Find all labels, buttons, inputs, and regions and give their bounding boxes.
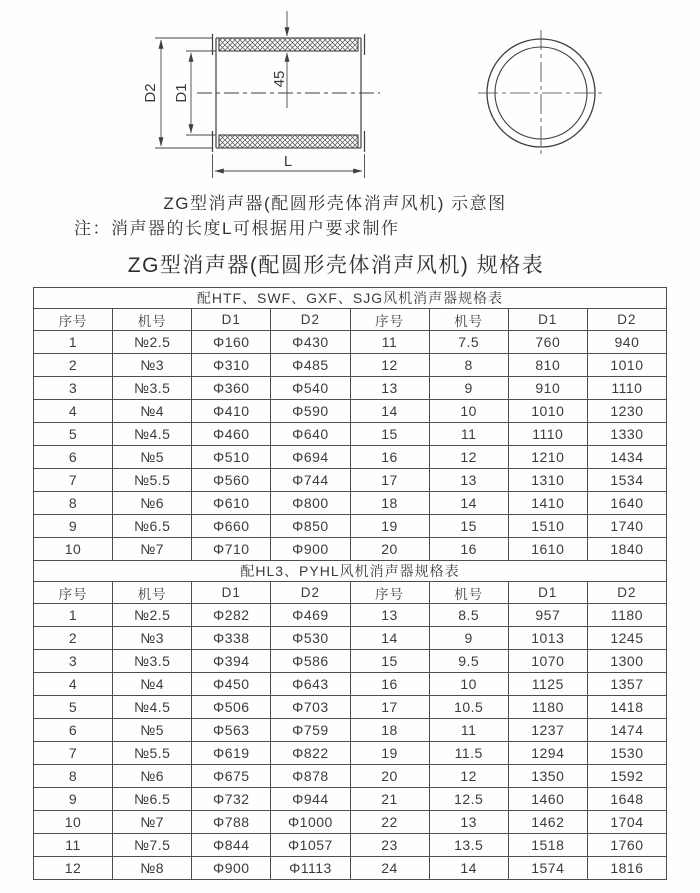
table-cell: №3: [113, 354, 192, 377]
spec-table: [33, 287, 667, 880]
table-cell: 20: [350, 538, 429, 561]
table-cell: 1010: [587, 354, 666, 377]
table-cell: 1110: [587, 377, 666, 400]
table-cell: 9: [34, 515, 113, 538]
table-cell: 1110: [508, 423, 587, 446]
table-row: [34, 604, 667, 627]
column-header: 机号: [113, 309, 192, 331]
table-cell: 1592: [587, 765, 666, 788]
table-row: [34, 811, 667, 834]
table-cell: 14: [429, 857, 508, 880]
table-cell: 7: [34, 469, 113, 492]
table-cell: Φ338: [192, 627, 271, 650]
table-cell: 5: [34, 423, 113, 446]
dim-label-d2: D2: [142, 83, 159, 103]
side-view: [197, 34, 380, 152]
table-cell: Φ878: [271, 765, 350, 788]
table-cell: 12: [350, 354, 429, 377]
table-cell: 1840: [587, 538, 666, 561]
table-cell: Φ590: [271, 400, 350, 423]
table-cell: 13: [350, 604, 429, 627]
table-cell: Φ660: [192, 515, 271, 538]
table-cell: 14: [350, 400, 429, 423]
column-header: D1: [508, 582, 587, 604]
table-cell: 1237: [508, 719, 587, 742]
table-cell: 24: [350, 857, 429, 880]
table-cell: 1350: [508, 765, 587, 788]
table-cell: Φ900: [271, 538, 350, 561]
table-cell: 1434: [587, 446, 666, 469]
table-cell: №6.5: [113, 515, 192, 538]
table-cell: Φ759: [271, 719, 350, 742]
table-cell: 910: [508, 377, 587, 400]
table-cell: 17: [350, 696, 429, 719]
table-cell: 940: [587, 331, 666, 354]
column-header: 机号: [113, 582, 192, 604]
column-header: D2: [271, 582, 350, 604]
table-cell: 1210: [508, 446, 587, 469]
table-row: [34, 650, 667, 673]
table-cell: 16: [429, 538, 508, 561]
table-cell: 1816: [587, 857, 666, 880]
table-cell: Φ640: [271, 423, 350, 446]
table-row: [34, 469, 667, 492]
table-cell: 20: [350, 765, 429, 788]
table-cell: 7.5: [429, 331, 508, 354]
table-cell: 1460: [508, 788, 587, 811]
table-cell: 13: [350, 377, 429, 400]
table-cell: Φ822: [271, 742, 350, 765]
table-cell: №5.5: [113, 742, 192, 765]
table-row: [34, 377, 667, 400]
table-cell: 8: [34, 765, 113, 788]
column-header-row: [34, 309, 667, 331]
table-cell: 12: [429, 765, 508, 788]
table-cell: 12.5: [429, 788, 508, 811]
column-header: D2: [587, 309, 666, 331]
table-cell: №6: [113, 765, 192, 788]
table-cell: 13: [429, 469, 508, 492]
table-cell: 10: [429, 673, 508, 696]
table-row: [34, 834, 667, 857]
table-cell: Φ800: [271, 492, 350, 515]
table-row: [34, 423, 667, 446]
table-cell: Φ732: [192, 788, 271, 811]
column-header: 序号: [350, 309, 429, 331]
table-cell: Φ703: [271, 696, 350, 719]
table-cell: 1330: [587, 423, 666, 446]
table-cell: 9: [429, 377, 508, 400]
table-cell: 11.5: [429, 742, 508, 765]
table-cell: 4: [34, 400, 113, 423]
table-cell: №7: [113, 538, 192, 561]
note-text: 注：消声器的长度L可根据用户要求制作: [74, 219, 400, 238]
table-cell: №3: [113, 627, 192, 650]
table-cell: 9: [429, 627, 508, 650]
table-cell: Φ675: [192, 765, 271, 788]
table-cell: №3.5: [113, 377, 192, 400]
table-cell: Φ310: [192, 354, 271, 377]
table-cell: 11: [429, 423, 508, 446]
table-cell: Φ540: [271, 377, 350, 400]
column-header: D2: [271, 309, 350, 331]
table-row: [34, 331, 667, 354]
column-header-row: [34, 582, 667, 604]
table-cell: 10: [34, 538, 113, 561]
table-cell: 11: [34, 834, 113, 857]
table-cell: Φ560: [192, 469, 271, 492]
table-cell: 6: [34, 446, 113, 469]
table-cell: 11: [429, 719, 508, 742]
table-cell: 3: [34, 377, 113, 400]
table-cell: 1: [34, 331, 113, 354]
table-cell: Φ510: [192, 446, 271, 469]
table-cell: 14: [350, 627, 429, 650]
table-row: [34, 857, 667, 880]
table-cell: №6: [113, 492, 192, 515]
table-cell: 19: [350, 515, 429, 538]
table-cell: 23: [350, 834, 429, 857]
table-cell: №2.5: [113, 331, 192, 354]
table-cell: Φ460: [192, 423, 271, 446]
table-cell: Φ844: [192, 834, 271, 857]
table-cell: №6.5: [113, 788, 192, 811]
table-cell: 10: [34, 811, 113, 834]
section-title: 配HL3、PYHL风机消声器规格表: [34, 561, 667, 582]
table-row: [34, 354, 667, 377]
table-cell: 18: [350, 492, 429, 515]
table-cell: 1310: [508, 469, 587, 492]
table-cell: 13: [429, 811, 508, 834]
table-cell: Φ643: [271, 673, 350, 696]
table-cell: Φ394: [192, 650, 271, 673]
table-cell: 8.5: [429, 604, 508, 627]
table-cell: Φ1057: [271, 834, 350, 857]
table-cell: №2.5: [113, 604, 192, 627]
table-cell: 1410: [508, 492, 587, 515]
column-header: D1: [192, 309, 271, 331]
table-cell: 1740: [587, 515, 666, 538]
table-row: [34, 696, 667, 719]
section-title: 配HTF、SWF、GXF、SJG风机消声器规格表: [34, 288, 667, 309]
table-cell: 1534: [587, 469, 666, 492]
table-cell: 10: [429, 400, 508, 423]
dim-label-length: L: [283, 153, 293, 170]
table-section: [34, 288, 667, 561]
table-cell: №7: [113, 811, 192, 834]
table-cell: №4.5: [113, 696, 192, 719]
dimension-labels: [142, 71, 292, 170]
table-cell: 19: [350, 742, 429, 765]
table-cell: 1648: [587, 788, 666, 811]
table-cell: Φ506: [192, 696, 271, 719]
table-row: [34, 765, 667, 788]
column-header: 机号: [429, 582, 508, 604]
table-cell: Φ160: [192, 331, 271, 354]
table-cell: 1180: [508, 696, 587, 719]
table-cell: 12: [34, 857, 113, 880]
table-cell: 1462: [508, 811, 587, 834]
table-cell: 1125: [508, 673, 587, 696]
column-header: 机号: [429, 309, 508, 331]
table-cell: Φ694: [271, 446, 350, 469]
table-cell: 21: [350, 788, 429, 811]
table-cell: 957: [508, 604, 587, 627]
column-header: D1: [508, 309, 587, 331]
figure-caption: ZG型消声器(配圆形壳体消声风机) 示意图: [163, 194, 507, 213]
column-header: D1: [192, 582, 271, 604]
table-cell: №7.5: [113, 834, 192, 857]
table-row: [34, 446, 667, 469]
table-cell: 760: [508, 331, 587, 354]
table-cell: №8: [113, 857, 192, 880]
table-cell: 1418: [587, 696, 666, 719]
table-cell: Φ619: [192, 742, 271, 765]
table-cell: 1704: [587, 811, 666, 834]
table-cell: №4.5: [113, 423, 192, 446]
table-cell: Φ530: [271, 627, 350, 650]
table-cell: Φ485: [271, 354, 350, 377]
table-cell: 15: [429, 515, 508, 538]
table-cell: 13.5: [429, 834, 508, 857]
section-header-row: [34, 561, 667, 582]
table-cell: 18: [350, 719, 429, 742]
table-row: [34, 742, 667, 765]
table-cell: 14: [429, 492, 508, 515]
table-cell: 12: [429, 446, 508, 469]
table-cell: 4: [34, 673, 113, 696]
table-cell: 16: [350, 673, 429, 696]
table-cell: 810: [508, 354, 587, 377]
table-cell: №5: [113, 446, 192, 469]
table-cell: 1245: [587, 627, 666, 650]
dim-label-45: 45: [271, 70, 288, 88]
table-cell: 17: [350, 469, 429, 492]
table-cell: 1518: [508, 834, 587, 857]
table-cell: Φ360: [192, 377, 271, 400]
table-cell: 7: [34, 742, 113, 765]
table-cell: Φ710: [192, 538, 271, 561]
table-cell: №5: [113, 719, 192, 742]
table-cell: 1300: [587, 650, 666, 673]
table-cell: Φ282: [192, 604, 271, 627]
table-cell: №5.5: [113, 469, 192, 492]
table-cell: 1180: [587, 604, 666, 627]
column-header: 序号: [34, 309, 113, 331]
table-cell: №4: [113, 400, 192, 423]
table-cell: Φ610: [192, 492, 271, 515]
column-header: 序号: [350, 582, 429, 604]
table-row: [34, 492, 667, 515]
table-cell: Φ900: [192, 857, 271, 880]
table-cell: Φ563: [192, 719, 271, 742]
dim-label-d1: D1: [173, 83, 190, 103]
table-cell: 3: [34, 650, 113, 673]
table-cell: 5: [34, 696, 113, 719]
table-row: [34, 400, 667, 423]
table-cell: 1640: [587, 492, 666, 515]
column-header: 序号: [34, 582, 113, 604]
table-cell: №3.5: [113, 650, 192, 673]
table-cell: 8: [34, 492, 113, 515]
table-cell: №4: [113, 673, 192, 696]
table-title: ZG型消声器(配圆形壳体消声风机) 规格表: [127, 254, 545, 277]
table-row: [34, 515, 667, 538]
column-header: D2: [587, 582, 666, 604]
table-cell: 1230: [587, 400, 666, 423]
table-cell: 1013: [508, 627, 587, 650]
table-cell: 1574: [508, 857, 587, 880]
table-cell: 1010: [508, 400, 587, 423]
table-cell: Φ450: [192, 673, 271, 696]
table-cell: 1: [34, 604, 113, 627]
table-cell: 1294: [508, 742, 587, 765]
table-cell: Φ944: [271, 788, 350, 811]
table-cell: 1510: [508, 515, 587, 538]
table-row: [34, 719, 667, 742]
table-cell: 15: [350, 423, 429, 446]
table-cell: 1760: [587, 834, 666, 857]
table-cell: 2: [34, 354, 113, 377]
table-cell: 6: [34, 719, 113, 742]
table-section: [34, 561, 667, 880]
table-cell: Φ744: [271, 469, 350, 492]
table-row: [34, 788, 667, 811]
table-cell: 11: [350, 331, 429, 354]
table-cell: 1530: [587, 742, 666, 765]
table-cell: 1610: [508, 538, 587, 561]
table-cell: 9.5: [429, 650, 508, 673]
table-cell: Φ1113: [271, 857, 350, 880]
table-cell: 15: [350, 650, 429, 673]
table-cell: Φ430: [271, 331, 350, 354]
table-cell: Φ586: [271, 650, 350, 673]
section-header-row: [34, 288, 667, 309]
table-cell: 16: [350, 446, 429, 469]
table-cell: Φ1000: [271, 811, 350, 834]
table-cell: Φ469: [271, 604, 350, 627]
table-cell: 10.5: [429, 696, 508, 719]
table-cell: 1070: [508, 650, 587, 673]
table-row: [34, 673, 667, 696]
front-view: [478, 30, 604, 156]
table-cell: 2: [34, 627, 113, 650]
table-row: [34, 538, 667, 561]
table-cell: 8: [429, 354, 508, 377]
table-cell: 1357: [587, 673, 666, 696]
table-cell: Φ788: [192, 811, 271, 834]
table-cell: Φ410: [192, 400, 271, 423]
table-cell: Φ850: [271, 515, 350, 538]
table-row: [34, 627, 667, 650]
table-cell: 9: [34, 788, 113, 811]
table-cell: 1474: [587, 719, 666, 742]
table-cell: 22: [350, 811, 429, 834]
